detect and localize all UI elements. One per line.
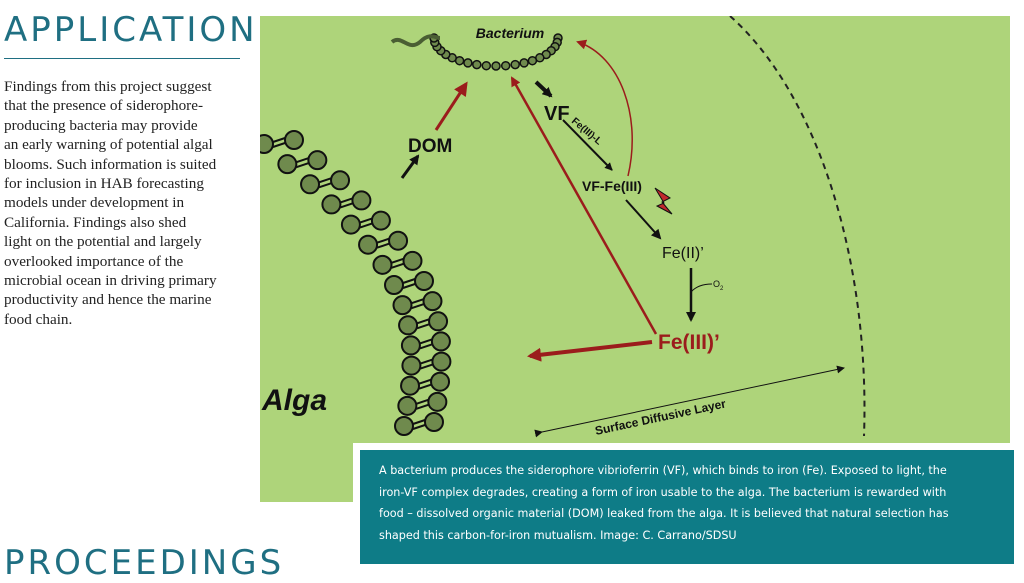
- lipid-head: [432, 332, 450, 350]
- fe3-to-alga-arrow: [530, 342, 652, 356]
- lipid-tail: [419, 380, 431, 384]
- bacterium-to-vf-arrow: [536, 82, 551, 96]
- lipid-tail: [420, 339, 432, 343]
- mutualism-diagram: [260, 16, 1010, 502]
- o2-label-subscript: 2: [720, 286, 724, 292]
- lipid-head: [398, 397, 416, 415]
- bacterium-lipid-head: [511, 61, 519, 69]
- lipid-head: [393, 296, 411, 314]
- bacterium-lipid-head: [528, 57, 536, 65]
- lipid-head: [308, 151, 326, 169]
- dom-arrow: [402, 156, 418, 178]
- lipid-tail: [377, 244, 389, 248]
- lipid-tail: [360, 224, 372, 228]
- lipid-head: [395, 417, 413, 435]
- lipid-tail: [417, 319, 429, 323]
- lipid-tail: [296, 158, 308, 162]
- lipid-tail: [416, 400, 428, 404]
- dom-label: DOM: [408, 136, 453, 157]
- photolysis-arrow: [626, 200, 660, 238]
- lipid-tail: [296, 163, 308, 167]
- lipid-tail: [273, 143, 285, 147]
- lipid-tail: [377, 239, 389, 243]
- o2-branch: [691, 284, 712, 292]
- section-heading-proceedings: PROCEEDINGS: [4, 543, 285, 583]
- lipid-head: [423, 292, 441, 310]
- o2-label-main: O: [713, 279, 721, 289]
- lipid-head: [402, 336, 420, 354]
- lipid-head: [301, 175, 319, 193]
- lipid-head: [322, 195, 340, 213]
- bacterium-lipid-head: [520, 59, 528, 67]
- fe3-label: Fe(III)’: [658, 331, 720, 354]
- lipid-head: [373, 256, 391, 274]
- heading-underline: [4, 58, 240, 59]
- vf-label: VF: [544, 103, 570, 125]
- lightning-icon: [655, 188, 672, 214]
- bacterium-label: Bacterium: [475, 25, 545, 41]
- diffusive-layer-boundary: [730, 16, 864, 436]
- lipid-head: [428, 393, 446, 411]
- lipid-head: [342, 216, 360, 234]
- fe3-l-label: Fe(III)-L: [569, 115, 604, 148]
- lipid-tail: [360, 219, 372, 223]
- lipid-tail: [413, 425, 425, 429]
- lipid-head: [278, 155, 296, 173]
- lipid-tail: [391, 264, 403, 268]
- lipid-head: [372, 212, 390, 230]
- bacterium-lipid-head: [492, 62, 500, 70]
- lipid-tail: [413, 420, 425, 424]
- lipid-tail: [340, 198, 352, 202]
- lipid-head: [432, 353, 450, 371]
- lipid-tail: [416, 405, 428, 409]
- lipid-head: [285, 131, 303, 149]
- dom-to-bacterium-arrow: [436, 84, 466, 130]
- lipid-head: [260, 135, 273, 153]
- bacterium-lipid-head: [473, 61, 481, 69]
- lipid-tail: [403, 284, 415, 288]
- section-heading-application: APPLICATION: [4, 10, 258, 50]
- vf-fe3-return-arrow: [578, 42, 632, 176]
- fe2-label: Fe(II)’: [662, 245, 704, 262]
- lipid-head: [389, 232, 407, 250]
- lipid-head: [403, 252, 421, 270]
- lipid-tail: [411, 304, 423, 308]
- lipid-head: [399, 316, 417, 334]
- lipid-head: [331, 171, 349, 189]
- lipid-tail: [319, 183, 331, 187]
- lipid-tail: [391, 259, 403, 263]
- caption-text: A bacterium produces the siderophore vibrioferrin (VF), which binds to iron (Fe). Exposed to light, the iron-VF complex degrades, creating a form of iron usable to the alga. The bacterium is rewarded with food – dissolved organic material (DOM) leaked from the alga. It is believed that natural selection has shaped this carbon-for-iron mutualism. Image: C. Carrano/SDSU: [379, 464, 949, 542]
- lipid-tail: [403, 279, 415, 283]
- lipid-tail: [419, 385, 431, 389]
- lipid-head: [415, 272, 433, 290]
- lipid-head: [429, 312, 447, 330]
- lipid-tail: [420, 365, 432, 369]
- lipid-tail: [273, 138, 285, 142]
- fe3-to-bacterium-arrow: [512, 78, 656, 334]
- bacterium-lipid-head: [502, 62, 510, 70]
- lipid-tail: [417, 324, 429, 328]
- bacterium-lipid-head: [464, 59, 472, 67]
- lipid-tail: [319, 178, 331, 182]
- body-paragraph: Findings from this project suggest that the presence of siderophore- producing bacteria may provide an early warning of potential algal blooms. Such information is suited for inclusion in HAB forecasting models under development in California. Findings also shed light on the potential and largely overlooked importance of the microbial ocean in driving primary productivity and hence the marine food chain.: [4, 78, 217, 328]
- o2-label: [713, 279, 724, 292]
- surface-layer-arrow: [542, 368, 844, 432]
- lipid-head: [402, 357, 420, 375]
- surface-layer-label: Surface Diffusive Layer: [593, 396, 728, 438]
- caption-box: [360, 450, 1014, 564]
- lipid-head: [431, 373, 449, 391]
- alga-label: Alga: [262, 384, 328, 417]
- lipid-head: [401, 377, 419, 395]
- lipid-tail: [340, 203, 352, 207]
- lipid-tail: [411, 299, 423, 303]
- bacterium-lipid-head: [482, 62, 490, 70]
- vf-fe3-label: VF-Fe(III): [582, 178, 642, 194]
- lipid-tail: [420, 344, 432, 348]
- lipid-tail: [420, 360, 432, 364]
- lipid-head: [425, 413, 443, 431]
- lipid-head: [385, 276, 403, 294]
- lipid-head: [359, 236, 377, 254]
- lipid-head: [352, 191, 370, 209]
